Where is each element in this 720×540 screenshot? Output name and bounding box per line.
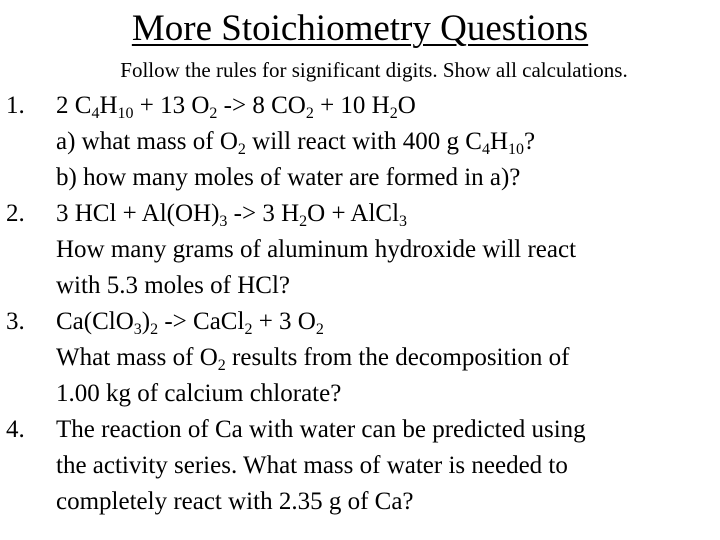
question-line (56, 124, 716, 160)
question-line (56, 160, 716, 196)
subscript-text: 4 (91, 105, 100, 122)
subscript-text: 2 (299, 213, 308, 230)
question-text: 2 C (56, 92, 92, 119)
question-text: -> CaCl (158, 308, 245, 335)
question-line (56, 196, 716, 232)
question-text: 3 HCl + Al(OH) (56, 200, 220, 227)
subscript-text: 2 (217, 357, 226, 374)
question-number: 2. (6, 200, 25, 227)
question-line (56, 88, 716, 124)
question-text: + 10 H (313, 92, 390, 119)
question-text: will react with 400 g C (245, 128, 482, 155)
question-text: results from the decomposition of (225, 344, 570, 371)
question-item (6, 88, 716, 196)
question-line (56, 412, 716, 448)
question-item (6, 196, 716, 304)
question-text: H (99, 92, 118, 119)
question-line (56, 232, 716, 268)
subscript-text: 4 (481, 141, 490, 158)
question-line (56, 448, 716, 484)
question-text: What mass of O (56, 344, 218, 371)
subscript-text: 2 (150, 321, 159, 338)
question-text: Ca(ClO (56, 308, 134, 335)
question-item (6, 304, 716, 412)
question-text: a) what mass of O (56, 128, 238, 155)
slide-subtitle: Follow the rules for significant digits. Show all calculations. (120, 58, 628, 82)
subscript-text: 3 (219, 213, 228, 230)
question-text: O (397, 92, 416, 119)
subscript-text: 10 (508, 141, 525, 158)
subscript-text: 2 (244, 321, 253, 338)
question-line (56, 484, 716, 520)
subscript-text: 3 (399, 213, 408, 230)
subscript-text: 2 (305, 105, 314, 122)
question-text: completely react with 2.35 g of Ca? (56, 488, 414, 515)
question-text: The reaction of Ca with water can be predicted using (56, 416, 586, 443)
question-text: H (489, 128, 509, 155)
question-text: ? (524, 128, 536, 155)
question-line (56, 340, 716, 376)
subscript-text: 2 (209, 105, 218, 122)
subscript-text: 2 (237, 141, 246, 158)
question-text: ) (141, 308, 151, 335)
subscript-text: 3 (133, 321, 142, 338)
question-item (6, 412, 716, 520)
question-text: the activity series. What mass of water is needed to (56, 452, 568, 479)
question-text: -> 3 H (227, 200, 300, 227)
question-line (56, 268, 716, 304)
question-text: O + AlCl (307, 200, 400, 227)
subscript-text: 2 (315, 321, 324, 338)
question-text: -> 8 CO (217, 92, 306, 119)
question-text: + 3 O (252, 308, 316, 335)
question-number: 4. (6, 416, 25, 443)
subscript-text: 10 (117, 105, 134, 122)
question-line (56, 376, 716, 412)
question-number: 1. (6, 92, 25, 119)
question-text: b) how many moles of water are formed in a)? (56, 164, 521, 191)
question-text: with 5.3 moles of HCl? (56, 272, 291, 299)
question-text: How many grams of aluminum hydroxide will react (56, 236, 577, 263)
question-number: 3. (6, 308, 25, 335)
question-text: + 13 O (133, 92, 210, 119)
question-list (6, 88, 716, 520)
slide-title: More Stoichiometry Questions (131, 8, 589, 49)
question-text: 1.00 kg of calcium chlorate? (56, 380, 342, 407)
question-line (56, 304, 716, 340)
subscript-text: 2 (389, 105, 398, 122)
